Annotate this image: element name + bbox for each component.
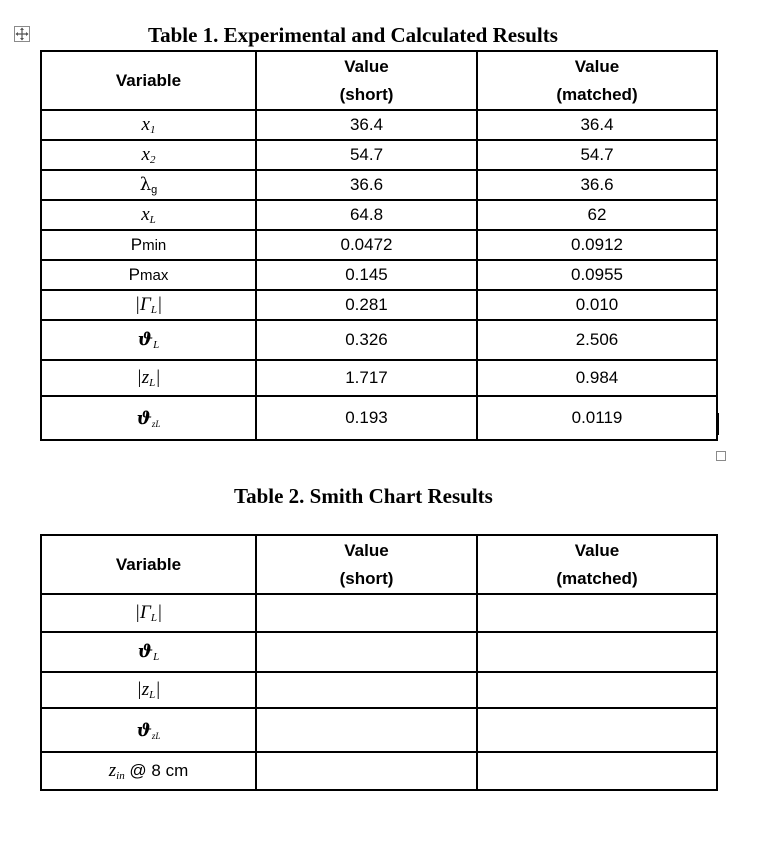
variable-cell	[41, 632, 256, 672]
smith-chart-table	[40, 534, 718, 791]
table-row	[41, 230, 717, 260]
table2-caption: Table 2. Smith Chart Results	[234, 484, 493, 508]
var-sub: L	[153, 339, 160, 351]
value-matched: 0.010	[477, 290, 717, 320]
value-short: 0.0472	[256, 230, 477, 260]
var-tail: |	[156, 294, 163, 315]
table-row	[41, 396, 717, 440]
table-row	[41, 594, 717, 632]
variable-cell	[41, 260, 256, 290]
var-sub: L	[149, 689, 156, 701]
value-short[interactable]	[256, 752, 477, 790]
variable-cell	[41, 320, 256, 360]
header-value-matched	[477, 51, 717, 110]
table-row	[41, 170, 717, 200]
value-matched: 0.0119	[477, 396, 717, 440]
var-tail: |	[155, 679, 161, 700]
results-table	[40, 50, 718, 441]
value-matched: 2.506	[477, 320, 717, 360]
table-row	[41, 360, 717, 396]
var-sub: in	[116, 770, 125, 782]
variable-cell	[41, 672, 256, 708]
header-matched-line1: Value	[574, 540, 620, 560]
var-sub: L	[150, 304, 157, 316]
value-short: 54.7	[256, 140, 477, 170]
table-header-row	[41, 51, 717, 110]
value-short: 1.717	[256, 360, 477, 396]
value-matched[interactable]	[477, 708, 717, 752]
variable-cell	[41, 140, 256, 170]
var-sub: zL	[151, 418, 161, 429]
variable-cell	[41, 290, 256, 320]
header-matched-line2: (matched)	[556, 568, 638, 588]
var-main: x	[141, 204, 150, 225]
value-short: 0.281	[256, 290, 477, 320]
table-row	[41, 320, 717, 360]
var-tail: |	[156, 602, 163, 623]
var-sub: L	[153, 651, 160, 663]
value-short[interactable]	[256, 672, 477, 708]
header-variable: Variable	[41, 51, 256, 110]
header-variable: Variable	[41, 535, 256, 594]
value-short: 64.8	[256, 200, 477, 230]
header-short-line2: (short)	[339, 568, 394, 588]
header-value-short	[256, 51, 477, 110]
value-short: 0.193	[256, 396, 477, 440]
variable-cell	[41, 396, 256, 440]
value-short: 36.4	[256, 110, 477, 140]
var-main: P	[128, 265, 140, 284]
text-cursor	[718, 413, 719, 435]
var-main: z	[108, 760, 117, 781]
table-header-row	[41, 535, 717, 594]
value-matched[interactable]	[477, 672, 717, 708]
value-matched: 36.4	[477, 110, 717, 140]
value-matched: 54.7	[477, 140, 717, 170]
table-row	[41, 290, 717, 320]
value-matched: 0.0955	[477, 260, 717, 290]
table-resize-handle[interactable]	[716, 451, 726, 461]
value-short: 0.326	[256, 320, 477, 360]
var-sub: L	[149, 377, 156, 389]
table-move-handle[interactable]	[14, 26, 30, 42]
header-matched-line1: Value	[574, 56, 620, 76]
var-main: ϑ	[137, 641, 154, 662]
var-sub: 2	[149, 154, 156, 166]
value-short[interactable]	[256, 708, 477, 752]
table-row	[41, 632, 717, 672]
table-row	[41, 110, 717, 140]
var-main: |z	[136, 679, 150, 700]
header-value-short	[256, 535, 477, 594]
var-main: P	[130, 235, 143, 254]
variable-cell	[41, 360, 256, 396]
value-matched: 62	[477, 200, 717, 230]
header-short-line1: Value	[344, 56, 389, 76]
value-short[interactable]	[256, 594, 477, 632]
var-sub: zL	[151, 730, 161, 741]
var-sub: min	[142, 237, 167, 254]
value-matched[interactable]	[477, 752, 717, 790]
var-sub: g	[151, 184, 158, 196]
value-matched[interactable]	[477, 594, 717, 632]
variable-cell	[41, 170, 256, 200]
value-short[interactable]	[256, 632, 477, 672]
value-short: 36.6	[256, 170, 477, 200]
table-row	[41, 200, 717, 230]
var-main: ϑ	[136, 407, 152, 429]
variable-cell	[41, 708, 256, 752]
table-row	[41, 260, 717, 290]
var-main: |Γ	[134, 602, 151, 623]
variable-cell	[41, 200, 256, 230]
move-arrows-icon	[15, 27, 29, 41]
table-row	[41, 140, 717, 170]
table-row	[41, 752, 717, 790]
value-short: 0.145	[256, 260, 477, 290]
var-sub: max	[140, 267, 169, 284]
var-main: x	[141, 114, 150, 135]
var-tail: @ 8 cm	[124, 761, 189, 780]
var-main: |Γ	[134, 294, 151, 315]
value-matched[interactable]	[477, 632, 717, 672]
table-row	[41, 672, 717, 708]
variable-cell	[41, 230, 256, 260]
var-sub: L	[150, 612, 157, 624]
header-matched-line2: (matched)	[556, 84, 638, 104]
variable-cell	[41, 752, 256, 790]
var-sub: 1	[149, 124, 156, 136]
table-row	[41, 708, 717, 752]
var-main: |z	[136, 367, 150, 388]
header-short-line1: Value	[344, 540, 389, 560]
header-value-matched	[477, 535, 717, 594]
var-tail: |	[155, 367, 161, 388]
var-main: ϑ	[137, 329, 154, 350]
variable-cell	[41, 594, 256, 632]
value-matched: 0.984	[477, 360, 717, 396]
table1-caption: Table 1. Experimental and Calculated Results	[148, 23, 558, 47]
value-matched: 36.6	[477, 170, 717, 200]
value-matched: 0.0912	[477, 230, 717, 260]
var-sub: L	[149, 214, 156, 226]
var-main: x	[141, 144, 150, 165]
var-main: λ	[139, 174, 152, 195]
variable-cell	[41, 110, 256, 140]
header-short-line2: (short)	[339, 84, 394, 104]
var-main: ϑ	[136, 719, 152, 741]
